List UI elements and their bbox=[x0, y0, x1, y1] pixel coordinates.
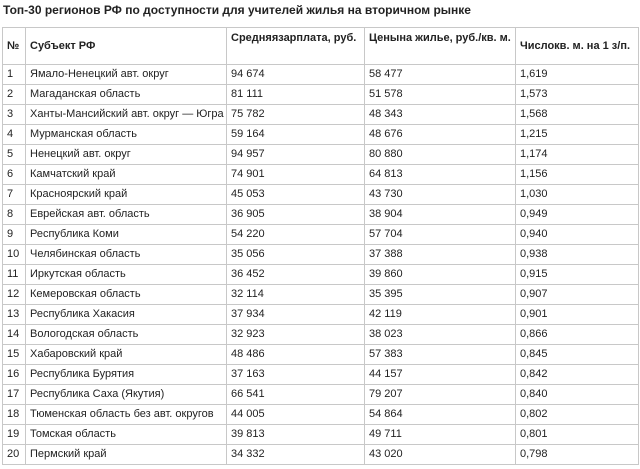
cell-salary: 94 674 bbox=[227, 65, 365, 85]
cell-number: 3 bbox=[3, 105, 26, 125]
cell-salary: 59 164 bbox=[227, 125, 365, 145]
cell-region: Ненецкий авт. округ bbox=[26, 145, 227, 165]
cell-price: 44 157 bbox=[365, 365, 516, 385]
cell-salary: 44 005 bbox=[227, 405, 365, 425]
cell-sqm: 0,907 bbox=[516, 285, 639, 305]
cell-price: 38 904 bbox=[365, 205, 516, 225]
cell-number: 14 bbox=[3, 325, 26, 345]
cell-sqm: 1,030 bbox=[516, 185, 639, 205]
cell-salary: 54 220 bbox=[227, 225, 365, 245]
header-number: № bbox=[3, 28, 26, 65]
cell-number: 18 bbox=[3, 405, 26, 425]
table-row bbox=[3, 445, 639, 465]
cell-salary: 32 923 bbox=[227, 325, 365, 345]
cell-region: Пермский край bbox=[26, 445, 227, 465]
table-row bbox=[3, 285, 639, 305]
cell-region: Кемеровская область bbox=[26, 285, 227, 305]
cell-salary: 66 541 bbox=[227, 385, 365, 405]
cell-salary: 36 905 bbox=[227, 205, 365, 225]
cell-region: Ямало-Ненецкий авт. округ bbox=[26, 65, 227, 85]
table-header-row bbox=[3, 28, 639, 65]
cell-region: Красноярский край bbox=[26, 185, 227, 205]
table-row bbox=[3, 165, 639, 185]
cell-salary: 37 163 bbox=[227, 365, 365, 385]
cell-region: Тюменская область без авт. округов bbox=[26, 405, 227, 425]
cell-salary: 37 934 bbox=[227, 305, 365, 325]
cell-price: 57 383 bbox=[365, 345, 516, 365]
cell-number: 15 bbox=[3, 345, 26, 365]
cell-sqm: 0,840 bbox=[516, 385, 639, 405]
cell-sqm: 1,573 bbox=[516, 85, 639, 105]
cell-sqm: 0,842 bbox=[516, 365, 639, 385]
cell-sqm: 0,940 bbox=[516, 225, 639, 245]
table-row bbox=[3, 105, 639, 125]
cell-sqm: 0,901 bbox=[516, 305, 639, 325]
cell-region: Еврейская авт. область bbox=[26, 205, 227, 225]
table-row bbox=[3, 385, 639, 405]
cell-sqm: 1,174 bbox=[516, 145, 639, 165]
cell-price: 49 711 bbox=[365, 425, 516, 445]
cell-sqm: 0,798 bbox=[516, 445, 639, 465]
cell-sqm: 0,801 bbox=[516, 425, 639, 445]
cell-region: Вологодская область bbox=[26, 325, 227, 345]
cell-salary: 34 332 bbox=[227, 445, 365, 465]
cell-sqm: 1,619 bbox=[516, 65, 639, 85]
table-row bbox=[3, 205, 639, 225]
cell-sqm: 0,915 bbox=[516, 265, 639, 285]
table-row bbox=[3, 425, 639, 445]
cell-salary: 35 056 bbox=[227, 245, 365, 265]
cell-price: 43 020 bbox=[365, 445, 516, 465]
cell-price: 64 813 bbox=[365, 165, 516, 185]
cell-salary: 74 901 bbox=[227, 165, 365, 185]
cell-region: Томская область bbox=[26, 425, 227, 445]
cell-sqm: 1,568 bbox=[516, 105, 639, 125]
cell-salary: 75 782 bbox=[227, 105, 365, 125]
cell-sqm: 0,845 bbox=[516, 345, 639, 365]
cell-price: 57 704 bbox=[365, 225, 516, 245]
regions-table bbox=[2, 27, 639, 465]
cell-salary: 45 053 bbox=[227, 185, 365, 205]
table-row bbox=[3, 325, 639, 345]
cell-price: 79 207 bbox=[365, 385, 516, 405]
cell-price: 48 343 bbox=[365, 105, 516, 125]
cell-price: 48 676 bbox=[365, 125, 516, 145]
cell-number: 17 bbox=[3, 385, 26, 405]
table-row bbox=[3, 225, 639, 245]
cell-price: 38 023 bbox=[365, 325, 516, 345]
cell-region: Камчатский край bbox=[26, 165, 227, 185]
cell-number: 10 bbox=[3, 245, 26, 265]
cell-region: Ханты-Мансийский авт. округ — Югра bbox=[26, 105, 227, 125]
cell-price: 39 860 bbox=[365, 265, 516, 285]
table-row bbox=[3, 85, 639, 105]
cell-number: 12 bbox=[3, 285, 26, 305]
cell-salary: 48 486 bbox=[227, 345, 365, 365]
cell-number: 16 bbox=[3, 365, 26, 385]
cell-sqm: 0,949 bbox=[516, 205, 639, 225]
header-salary: Средняязарплата, руб. bbox=[227, 28, 365, 65]
cell-sqm: 0,802 bbox=[516, 405, 639, 425]
cell-region: Иркутская область bbox=[26, 265, 227, 285]
cell-number: 19 bbox=[3, 425, 26, 445]
cell-sqm: 0,866 bbox=[516, 325, 639, 345]
cell-number: 6 bbox=[3, 165, 26, 185]
table-row bbox=[3, 265, 639, 285]
cell-number: 1 bbox=[3, 65, 26, 85]
cell-price: 37 388 bbox=[365, 245, 516, 265]
cell-salary: 94 957 bbox=[227, 145, 365, 165]
cell-price: 51 578 bbox=[365, 85, 516, 105]
cell-region: Мурманская область bbox=[26, 125, 227, 145]
cell-price: 43 730 bbox=[365, 185, 516, 205]
cell-region: Республика Саха (Якутия) bbox=[26, 385, 227, 405]
cell-number: 11 bbox=[3, 265, 26, 285]
cell-region: Челябинская область bbox=[26, 245, 227, 265]
cell-salary: 39 813 bbox=[227, 425, 365, 445]
cell-price: 35 395 bbox=[365, 285, 516, 305]
cell-region: Магаданская область bbox=[26, 85, 227, 105]
cell-number: 20 bbox=[3, 445, 26, 465]
table-row bbox=[3, 345, 639, 365]
cell-salary: 81 111 bbox=[227, 85, 365, 105]
header-sqm: Числокв. м. на 1 з/п. bbox=[516, 28, 639, 65]
header-price: Ценына жилье, руб./кв. м. bbox=[365, 28, 516, 65]
cell-number: 4 bbox=[3, 125, 26, 145]
table-row bbox=[3, 365, 639, 385]
page-title: Топ-30 регионов РФ по доступности для учителей жилья на вторичном рынке bbox=[3, 3, 471, 17]
cell-number: 8 bbox=[3, 205, 26, 225]
cell-number: 7 bbox=[3, 185, 26, 205]
table-row bbox=[3, 65, 639, 85]
cell-sqm: 1,215 bbox=[516, 125, 639, 145]
cell-region: Республика Хакасия bbox=[26, 305, 227, 325]
cell-number: 5 bbox=[3, 145, 26, 165]
cell-price: 42 119 bbox=[365, 305, 516, 325]
cell-salary: 32 114 bbox=[227, 285, 365, 305]
cell-number: 13 bbox=[3, 305, 26, 325]
cell-sqm: 0,938 bbox=[516, 245, 639, 265]
cell-number: 9 bbox=[3, 225, 26, 245]
table-row bbox=[3, 245, 639, 265]
header-region: Субъект РФ bbox=[26, 28, 227, 65]
cell-region: Хабаровский край bbox=[26, 345, 227, 365]
cell-salary: 36 452 bbox=[227, 265, 365, 285]
cell-price: 80 880 bbox=[365, 145, 516, 165]
table-row bbox=[3, 305, 639, 325]
cell-sqm: 1,156 bbox=[516, 165, 639, 185]
cell-number: 2 bbox=[3, 85, 26, 105]
table-row bbox=[3, 125, 639, 145]
table-row bbox=[3, 145, 639, 165]
cell-price: 58 477 bbox=[365, 65, 516, 85]
table-row bbox=[3, 405, 639, 425]
table-row bbox=[3, 185, 639, 205]
cell-region: Республика Коми bbox=[26, 225, 227, 245]
cell-price: 54 864 bbox=[365, 405, 516, 425]
cell-region: Республика Бурятия bbox=[26, 365, 227, 385]
